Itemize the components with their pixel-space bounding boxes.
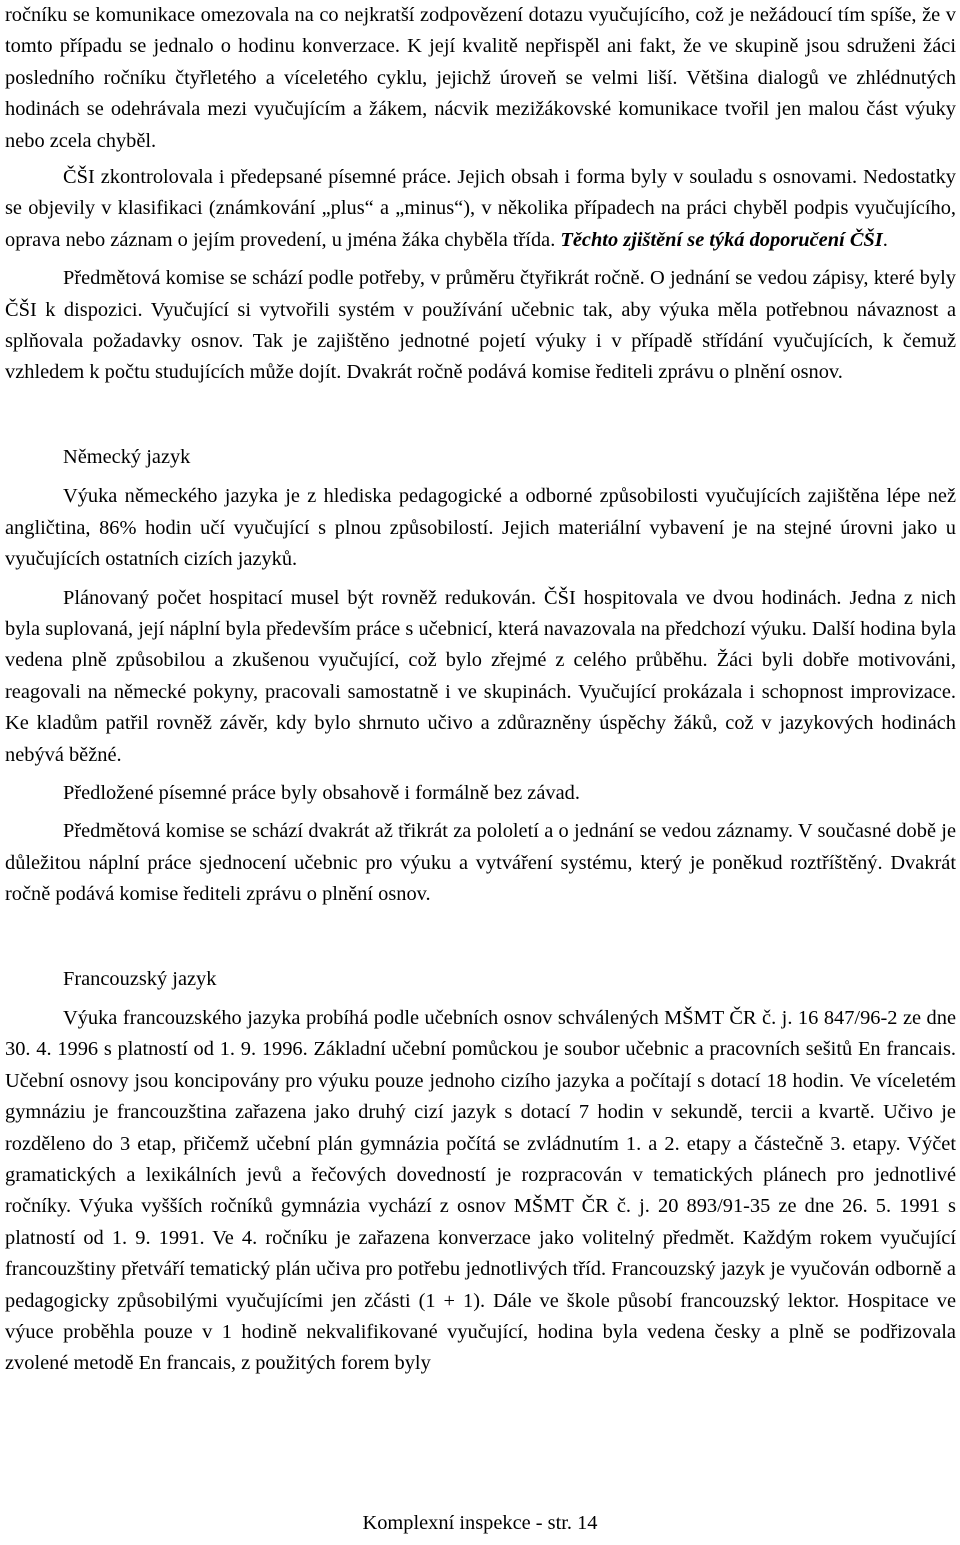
recommendation-emphasis: Těchto zjištění se týká doporučení ČŠI: [560, 228, 883, 251]
heading-french: Francouzský jazyk: [63, 967, 217, 990]
heading-german: Německý jazyk: [63, 445, 191, 468]
paragraph-conversation-quality: ročníku se komunikace omezovala na co nejkratší zodpovězení dotazu vyučujícího, což je nežádoucí tím spíše, že v tomto případu se jednalo o hodinu konverzace. K její kvalitě nepřispěl ani fakt, že ve skupině jsou sdruženi žáci posledního ročníku čtyřletého a víceletého cyklu, jejichž úroveň se velmi liší. Většina dialogů ve zhlédnutých hodinách se odehrávala mezi vyučujícím a žákem, nácvik mezižákovské komunikace tvořil jen malou část výuky nebo zcela chyběl.: [5, 4, 956, 152]
paragraph-german-committee: Předmětová komise se schází dvakrát až třikrát za pololetí a o jednání se vedou záznamy. V současné době je důležitou náplní práce sjednocení učebnic pro výuku a vytváření systému, který je poněkud roztříštěný. Dvakrát ročně podává komise řediteli zprávu o plnění osnov.: [5, 820, 956, 906]
written-work-period: .: [882, 228, 888, 251]
paragraph-subject-committee: Předmětová komise se schází podle potřeby, v průměru čtyřikrát ročně. O jednání se vedou zápisy, které byly ČŠI k dispozici. Vyučující si vytvořili systém v používání učebnic tak, aby výuka měla potřebnou návaznost a splňovala požadavky osnov. Tak je zajištěno jednotné pojetí výuky i v případě střídání vyučujících, k čemuž vzhledem k počtu studujících může dojít. Dvakrát ročně podává komise řediteli zprávu o plnění osnov.: [5, 267, 956, 384]
paragraph-written-work-check: [5, 162, 956, 256]
paragraph-french-curriculum: Výuka francouzského jazyka probíhá podle učebních osnov schválených MŠMT ČR č. j. 16 847/96-2 ze dne 30. 4. 1996 s platností od 1. 9. 1996. Základní učební pomůckou je soubor učebnic a pracovních sešitů En francais. Učební osnovy jsou koncipovány pro výuku pouze jednoho cizího jazyka a počítají s dotací 18 hodin. Ve víceletém gymnáziu je francouzština zařazena jako druhý cizí jazyk s dotací 7 hodin v sekundě, tercii a kvartě. Učivo je rozděleno do 3 etap, přičemž učební plán gymnázia počítá se zvládnutím 1. a 2. etapy a částečně 3. etapy. Výčet gramatických a lexikálních jevů a řečových dovedností je rozpracován v tematických plánech pro jednotlivé ročníky. Výuka vyšších ročníků gymnázia vychází z osnov MŠMT ČR č. j. 20 893/91-35 ze dne 26. 5. 1991 s platností od 1. 9. 1991. Ve 4. ročníku je zařazena konverzace jako volitelný předmět. Každým rokem vyučující francouzštiny přetváří tematický plán učiva pro potřebu jednotlivých tříd. Francouzský jazyk je vyučován odborně a pedagogicky způsobilými vyučujícími jen zčásti (1 + 1). Dále ve škole působí francouzský lektor. Hospitace ve výuce proběhla pouze v 1 hodině nekvalifikované vyučující, hodina byla vedena česky a plně se podřizovala zvolené metodě En francais, z použitých forem byly: [5, 1006, 956, 1375]
paragraph-german-written-work: Předložené písemné práce byly obsahově i formálně bez závad.: [63, 781, 580, 804]
page-footer: Komplexní inspekce - str. 14: [362, 1512, 598, 1534]
paragraph-german-staffing: Výuka německého jazyka je z hlediska pedagogické a odborné způsobilosti vyučujících zajištěna lépe než angličtina, 86% hodin učí vyučující s plnou způsobilostí. Jejich materiální vybavení je na stejné úrovni jako u vyučujících ostatních cizích jazyků.: [5, 485, 956, 571]
written-work-text: ČŠI zkontrolovala i předepsané písemné práce. Jejich obsah i forma byly v souladu s osnovami. Nedostatky se objevily v klasifikaci (známkování „plus“ a „minus“), v několika případech na práci chyběl podpis vyučujícího, oprava nebo záznam o jejím provedení, u jména žáka chyběla třída.: [5, 166, 956, 251]
paragraph-german-inspections: Plánovaný počet hospitací musel být rovněž redukován. ČŠI hospitovala ve dvou hodinách. Jedna z nich byla suplovaná, její náplní byla především práce s učebnicí, která navazovala na předchozí výuku. Další hodina byla vedena plně způsobilou a zkušenou vyučující, což bylo zřejmé z celého průběhu. Žáci byli dobře motivováni, reagovali na německé pokyny, pracovali samostatně i ve skupinách. Vyučující prokázala i schopnost improvizace. Ke kladům patřil rovněž závěr, kdy bylo shrnuto učivo a zdůrazněny úspěchy žáků, což v jazykových hodinách nebývá běžné.: [5, 586, 956, 766]
document-page: [5, 0, 956, 1380]
